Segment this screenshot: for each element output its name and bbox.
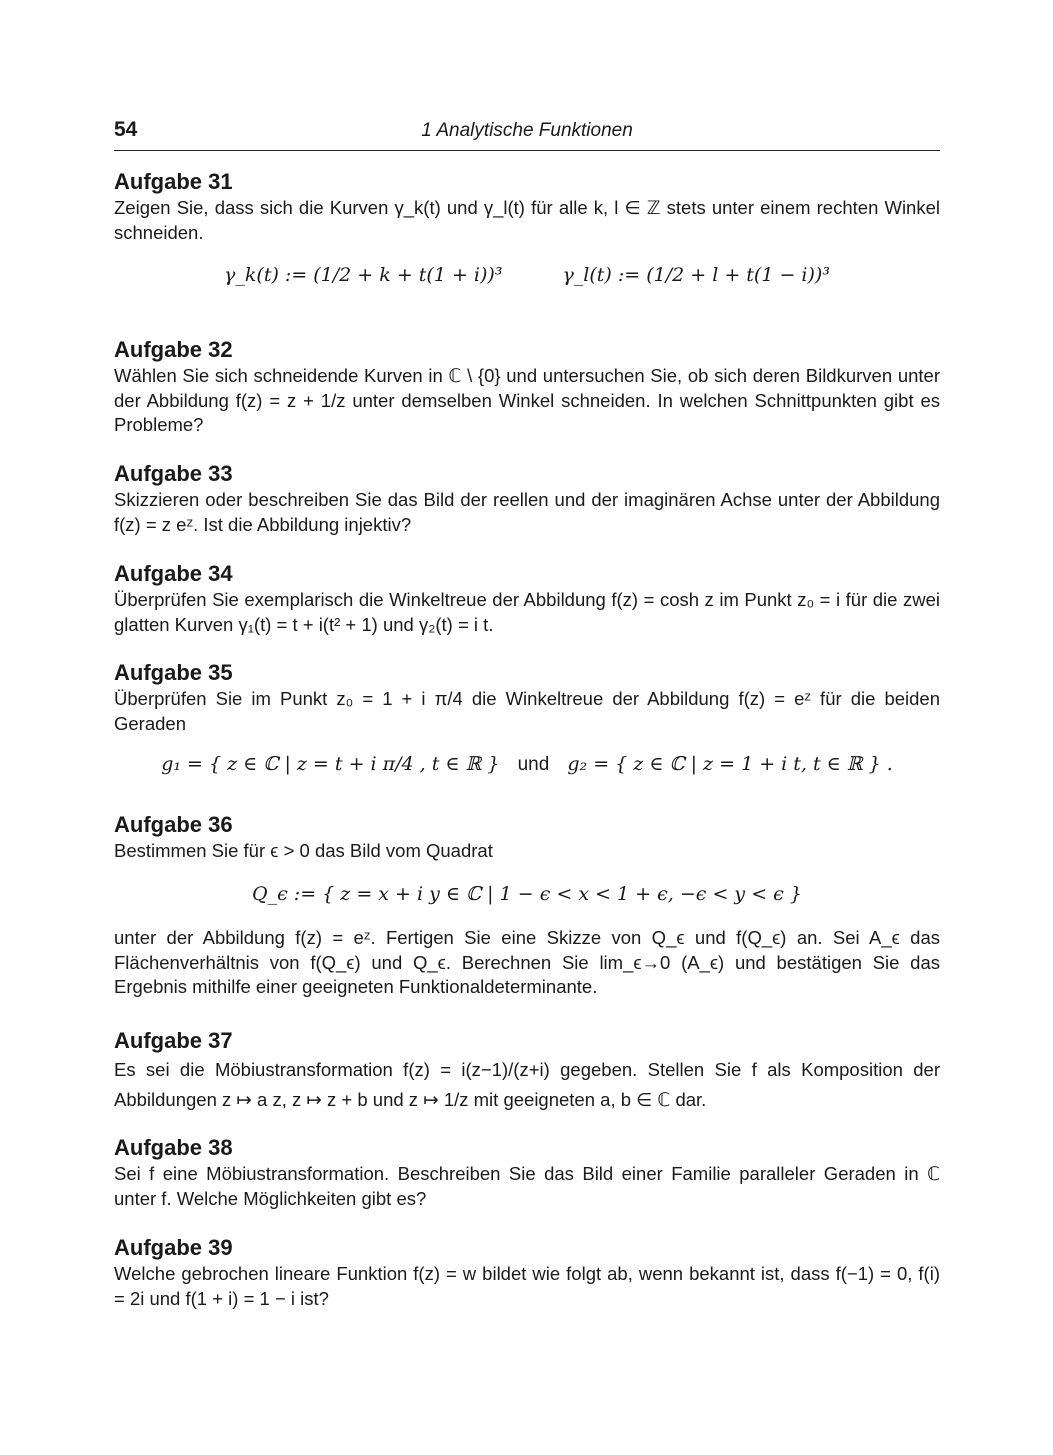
- exercise-text: Wählen Sie sich schneidende Kurven in ℂ \ {0} und untersuchen Sie, ob sich deren Bildkurven unter der Abbildung f(z) = z + 1/z unter demselben Winkel schneiden. In welchen Schnittpunkten gibt es Probleme?: [114, 365, 940, 435]
- exercise-text: Welche gebrochen lineare Funktion f(z) = w bildet wie folgt ab, wenn bekannt ist, dass f(−1) = 0, f(i) = 2i und f(1 + i) = 1 − i ist?: [114, 1263, 940, 1309]
- display-formula: [114, 752, 940, 778]
- exercise-37: [114, 1027, 940, 1115]
- exercise-text-continued: unter der Abbildung f(z) = eᶻ. Fertigen Sie eine Skizze von Q_ϵ und f(Q_ϵ) an. Sei A_ϵ das Flächenverhältnis von f(Q_ϵ) und Q_ϵ. Berechnen Sie lim_ϵ→0 (A_ϵ) und bestätigen Sie das Ergebnis mithilfe einer geeigneten Funktionaldeterminante.: [114, 927, 940, 997]
- exercise-text: Überprüfen Sie exemplarisch die Winkeltreue der Abbildung f(z) = cosh z im Punkt z₀ = i für die zwei glatten Kurven γ₁(t) = t + i(t² + 1) und γ₂(t) = i t.: [114, 589, 940, 635]
- exercise-title: Aufgabe 34: [114, 561, 233, 586]
- display-formula: [114, 263, 940, 288]
- formula-gamma-k: γ_k(t) := (1/2 + k + t(1 + i))³: [224, 264, 503, 286]
- exercise-36: [114, 811, 940, 1000]
- page-header: [114, 118, 940, 151]
- exercise-title: Aufgabe 37: [114, 1028, 233, 1053]
- exercise-title: Aufgabe 35: [114, 660, 233, 685]
- exercise-31: [114, 168, 940, 300]
- exercise-title: Aufgabe 36: [114, 812, 233, 837]
- exercise-32: [114, 336, 940, 438]
- exercise-title: Aufgabe 38: [114, 1135, 233, 1160]
- exercise-text: Überprüfen Sie im Punkt z₀ = 1 + i π/4 die Winkeltreue der Abbildung f(z) = eᶻ für die beiden Geraden: [114, 688, 940, 734]
- exercise-text: Zeigen Sie, dass sich die Kurven γ_k(t) und γ_l(t) für alle k, l ∈ ℤ stets unter einem rechten Winkel schneiden.: [114, 197, 940, 243]
- exercise-title: Aufgabe 31: [114, 169, 233, 194]
- exercise-text: Es sei die Möbiustransformation f(z) = i(z−1)/(z+i) gegeben. Stellen Sie f als Komposition der Abbildungen z ↦ a z, z ↦ z + b und z ↦ 1/z mit geeigneten a, b ∈ ℂ dar.: [114, 1059, 940, 1110]
- page-number: 54: [114, 118, 138, 141]
- running-title: 1 Analytische Funktionen: [421, 120, 633, 141]
- formula-square: Q_ϵ := { z = x + i y ∈ ℂ | 1 − ϵ < x < 1 + ϵ, −ϵ < y < ϵ }: [252, 882, 802, 905]
- exercise-title: Aufgabe 39: [114, 1235, 233, 1260]
- exercise-34: [114, 560, 940, 637]
- exercise-text: Sei f eine Möbiustransformation. Beschreiben Sie das Bild einer Familie paralleler Geraden in ℂ unter f. Welche Möglichkeiten gibt es?: [114, 1163, 940, 1209]
- exercise-title: Aufgabe 33: [114, 461, 233, 486]
- exercise-33: [114, 460, 940, 537]
- exercise-text: Skizzieren oder beschreiben Sie das Bild der reellen und der imaginären Achse unter der Abbildung f(z) = z eᶻ. Ist die Abbildung injektiv?: [114, 489, 940, 535]
- display-formula: [114, 882, 940, 907]
- exercise-text: Bestimmen Sie für ϵ > 0 das Bild vom Quadrat: [114, 840, 493, 861]
- formula-g1: g₁ = { z ∈ ℂ | z = t + i π/4 , t ∈ ℝ }: [161, 753, 500, 775]
- formula-g2: g₂ = { z ∈ ℂ | z = 1 + i t, t ∈ ℝ } .: [567, 753, 893, 775]
- exercise-35: [114, 659, 940, 790]
- exercise-39: [114, 1234, 940, 1311]
- exercise-38: [114, 1134, 940, 1211]
- formula-connector: und: [517, 754, 550, 775]
- exercise-title: Aufgabe 32: [114, 337, 233, 362]
- formula-gamma-l: γ_l(t) := (1/2 + l + t(1 − i))³: [562, 264, 830, 286]
